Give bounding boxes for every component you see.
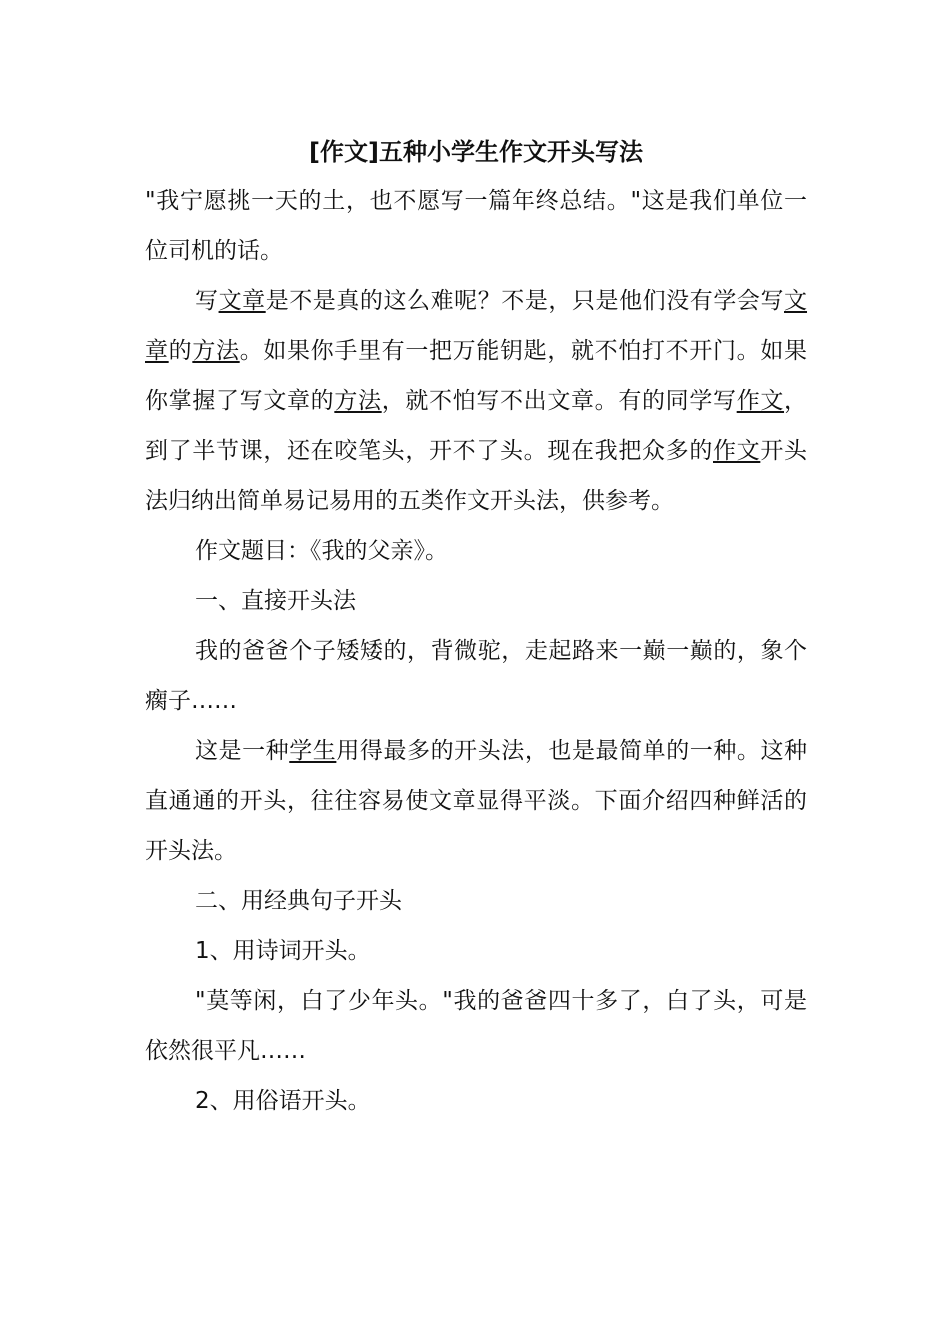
text-segment: ，就不怕写不出文章。有的同学写 — [381, 388, 737, 414]
link-zuowen[interactable]: 作文 — [713, 438, 761, 464]
document-page — [145, 128, 807, 1126]
document-title: [作文]五种小学生作文开头写法 — [309, 138, 643, 166]
subheading-proverb: 2、用俗语开头。 — [195, 1088, 371, 1114]
link-fangfa[interactable]: 方法 — [192, 338, 240, 364]
paragraph-example-poetry: "莫等闲，白了少年头。"我的爸爸四十多了，白了头，可是依然很平凡…… — [145, 988, 807, 1064]
link-wenzhang[interactable]: 文章 — [218, 288, 266, 314]
paragraph-topic: 作文题目：《我的父亲》。 — [195, 538, 448, 564]
paragraph-example-direct: 我的爸爸个子矮矮的，背微驼，走起路来一巅一巅的，象个瘸子…… — [145, 638, 807, 714]
link-fangfa[interactable]: 方法 — [334, 388, 382, 414]
text-segment: 这是一种 — [195, 738, 290, 764]
heading-direct-opening: 一、直接开头法 — [195, 588, 356, 614]
link-zuowen[interactable]: 作文 — [736, 388, 785, 414]
text-segment: 是不是真的这么难呢？不是，只是他们没有学会写 — [265, 288, 785, 314]
subheading-poetry: 1、用诗词开头。 — [195, 938, 371, 964]
paragraph-commentary — [145, 726, 807, 876]
text-segment: 。如果你手里有一把万能钥匙，就不怕打不开门。如果你掌握了写文章的 — [145, 338, 808, 414]
text-segment: 开头法归纳出简单易记易用的五类作文开头法，供参考。 — [145, 438, 808, 514]
paragraph-method — [145, 276, 807, 526]
text-segment: 用得最多的开头法，也是最简单的一种。这种直通通的开头，往往容易使文章显得平淡。下面介绍四种鲜活的开头法。 — [145, 738, 808, 864]
link-wenzhang[interactable]: 文章 — [145, 288, 808, 364]
text-segment: 写 — [195, 288, 219, 314]
paragraph-intro-quote: "我宁愿挑一天的土，也不愿写一篇年终总结。"这是我们单位一位司机的话。 — [145, 188, 807, 264]
heading-classic-sentence: 二、用经典句子开头 — [195, 888, 402, 914]
text-segment: ，到了半节课，还在咬笔头，开不了头。现在我把众多的 — [145, 388, 808, 464]
text-segment: 的 — [168, 338, 193, 364]
link-xuesheng[interactable]: 学生 — [289, 738, 337, 764]
